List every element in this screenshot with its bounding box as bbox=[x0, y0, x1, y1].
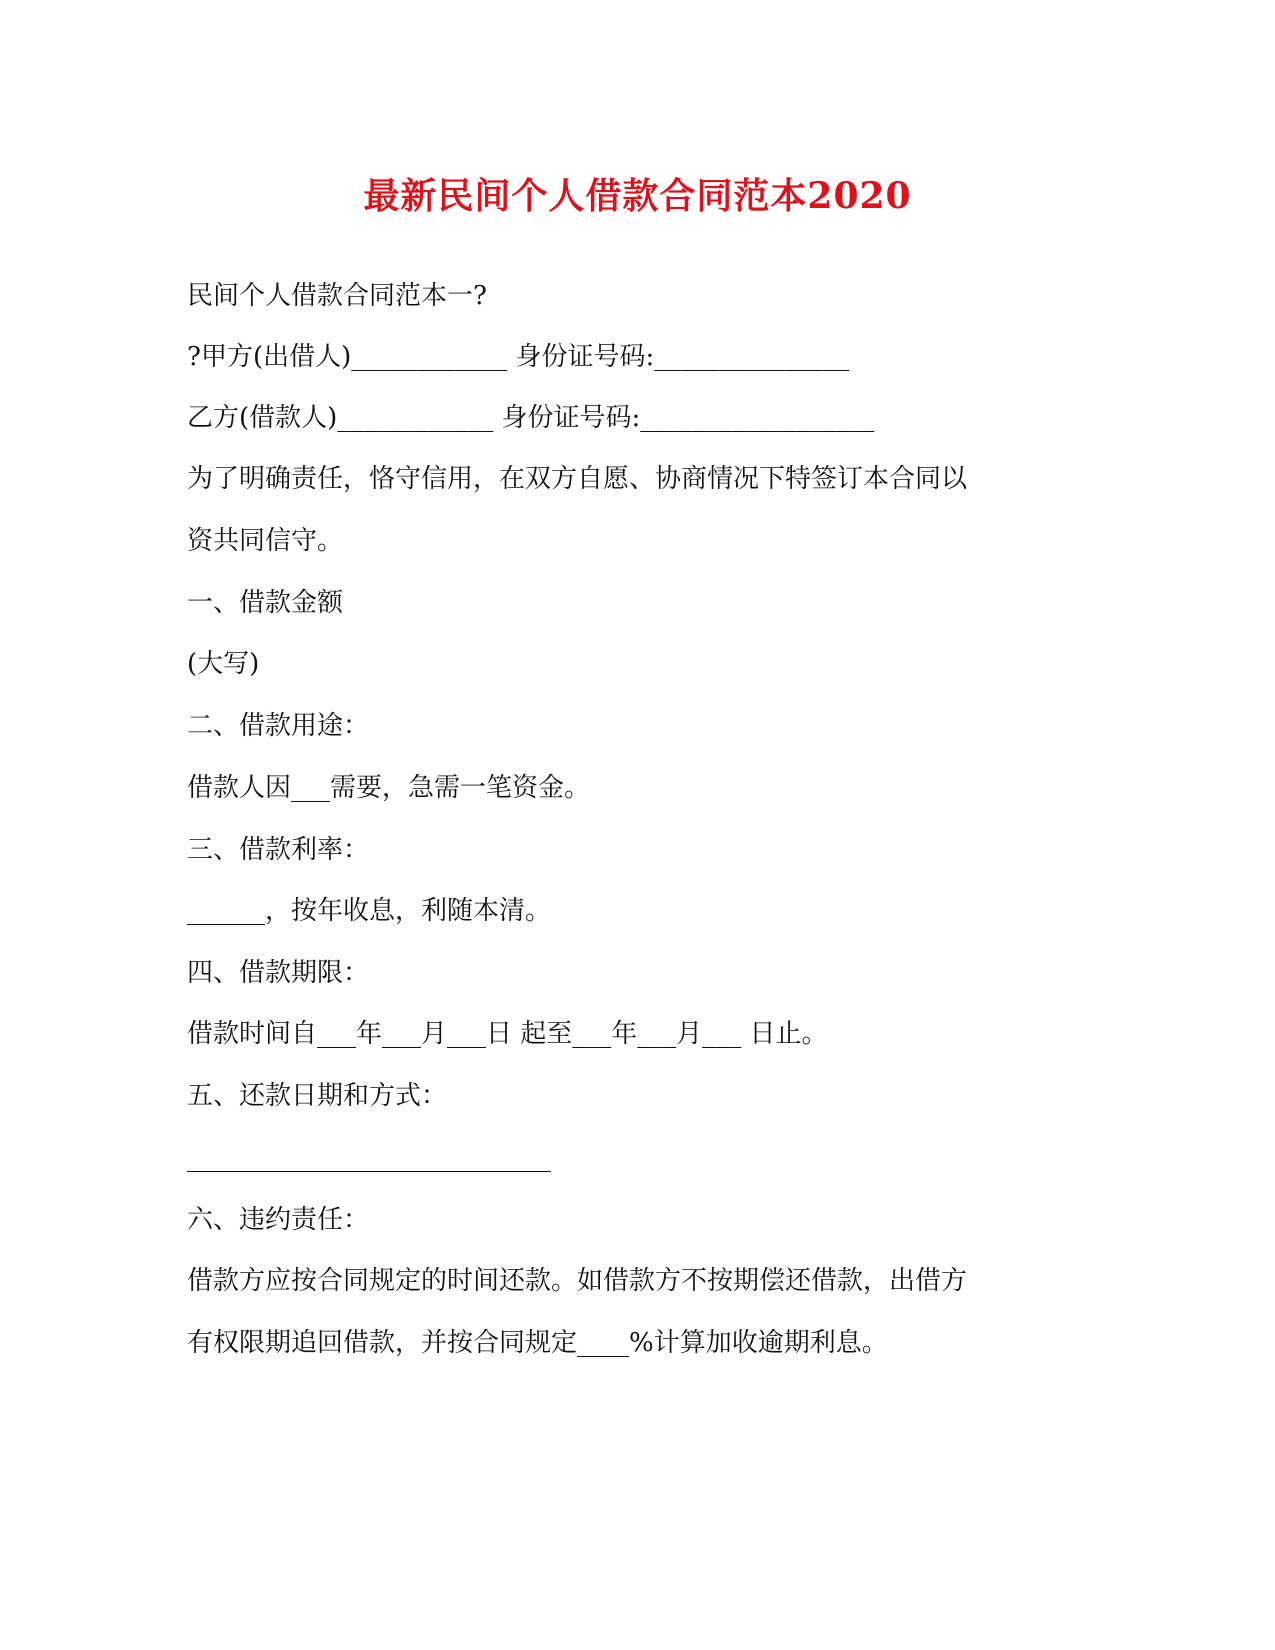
intro-paragraph-line-1: 为了明确责任，恪守信用，在双方自愿、协商情况下特签订本合同以 bbox=[187, 464, 968, 494]
section-heading-term: 四、借款期限： bbox=[187, 958, 370, 988]
party-a-line: ?甲方(出借人)____________ 身份证号码:_______________ bbox=[187, 342, 850, 372]
repayment-blank-line: ____________________________ bbox=[187, 1143, 551, 1173]
section-heading-interest: 三、借款利率： bbox=[187, 835, 370, 865]
party-b-line: 乙方(借款人)____________ 身份证号码:__________________ bbox=[187, 403, 875, 433]
section-heading-repayment: 五、还款日期和方式： bbox=[187, 1081, 448, 1111]
section-heading-amount: 一、借款金额 bbox=[187, 588, 344, 618]
purpose-text: 借款人因___需要，急需一笔资金。 bbox=[187, 773, 591, 803]
section-heading-purpose: 二、借款用途： bbox=[187, 711, 370, 741]
liability-text-line-2: 有权限期追回借款，并按合同规定____%计算加收逾期利息。 bbox=[187, 1328, 888, 1358]
document-title: 最新民间个人借款合同范本2020 bbox=[363, 175, 912, 217]
amount-capital-note: (大写) bbox=[187, 649, 260, 679]
liability-text-line-1: 借款方应按合同规定的时间还款。如借款方不按期偿还借款，出借方 bbox=[187, 1266, 968, 1296]
intro-paragraph-line-2: 资共同信守。 bbox=[187, 526, 344, 556]
section-heading-liability: 六、违约责任： bbox=[187, 1205, 370, 1235]
term-text: 借款时间自___年___月___日 起至___年___月___ 日止。 bbox=[187, 1019, 828, 1049]
interest-text: ______，按年收息，利随本清。 bbox=[187, 896, 552, 926]
paragraph-heading: 民间个人借款合同范本一? bbox=[187, 281, 487, 311]
